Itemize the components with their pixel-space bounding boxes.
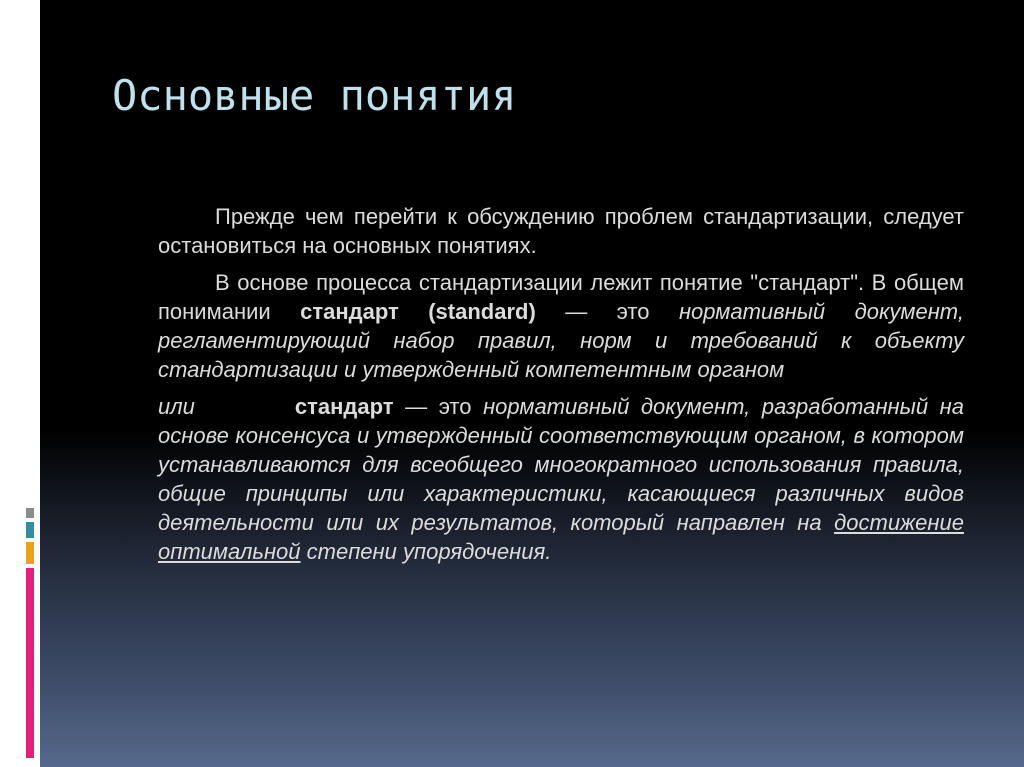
accent-stripes: [26, 508, 34, 758]
paragraph-definition-2: [158, 392, 964, 566]
accent-stripe-gray: [26, 508, 34, 518]
paragraph-intro-text: Прежде чем перейти к обсуждению проблем стандартизации, следует остановиться на основных понятиях.: [158, 204, 964, 258]
slide-title: Основные понятия: [112, 71, 517, 120]
definition-2-text-end: степени упорядочения.: [300, 539, 552, 564]
slide: [40, 0, 1024, 767]
definition-1-dash: — это: [535, 299, 679, 324]
accent-stripe-teal: [26, 522, 34, 538]
slide-body: [158, 202, 964, 574]
definition-1-lead: В основе процесса стандартизации лежит понятие "стандарт". В общем понимании: [158, 270, 964, 324]
definition-2-text: нормативный документ, разработанный на основе консенсуса и утвержденный соответствующим органом, в котором устанавливаются для всеобщего многократного использования правила, общие принципы или характеристики, касающиеся различных видов деятельности или их результатов, который направлен на: [158, 394, 964, 535]
definition-1-text: нормативный документ, регламентирующий набор правил, норм и требований к объекту стандартизации и утвержденный компетентным органом: [158, 299, 964, 382]
accent-stripe-orange: [26, 542, 34, 564]
definition-2-underlined: достижение оптимальной: [158, 510, 964, 564]
definition-1-term: стандарт (standard): [300, 299, 536, 324]
definition-2-or: или: [158, 394, 195, 419]
paragraph-definition-1: [158, 268, 964, 384]
paragraph-intro: [158, 202, 964, 260]
definition-2-dash: — это: [393, 394, 484, 419]
accent-stripe-magenta: [26, 568, 34, 758]
definition-2-term: стандарт: [294, 394, 394, 419]
